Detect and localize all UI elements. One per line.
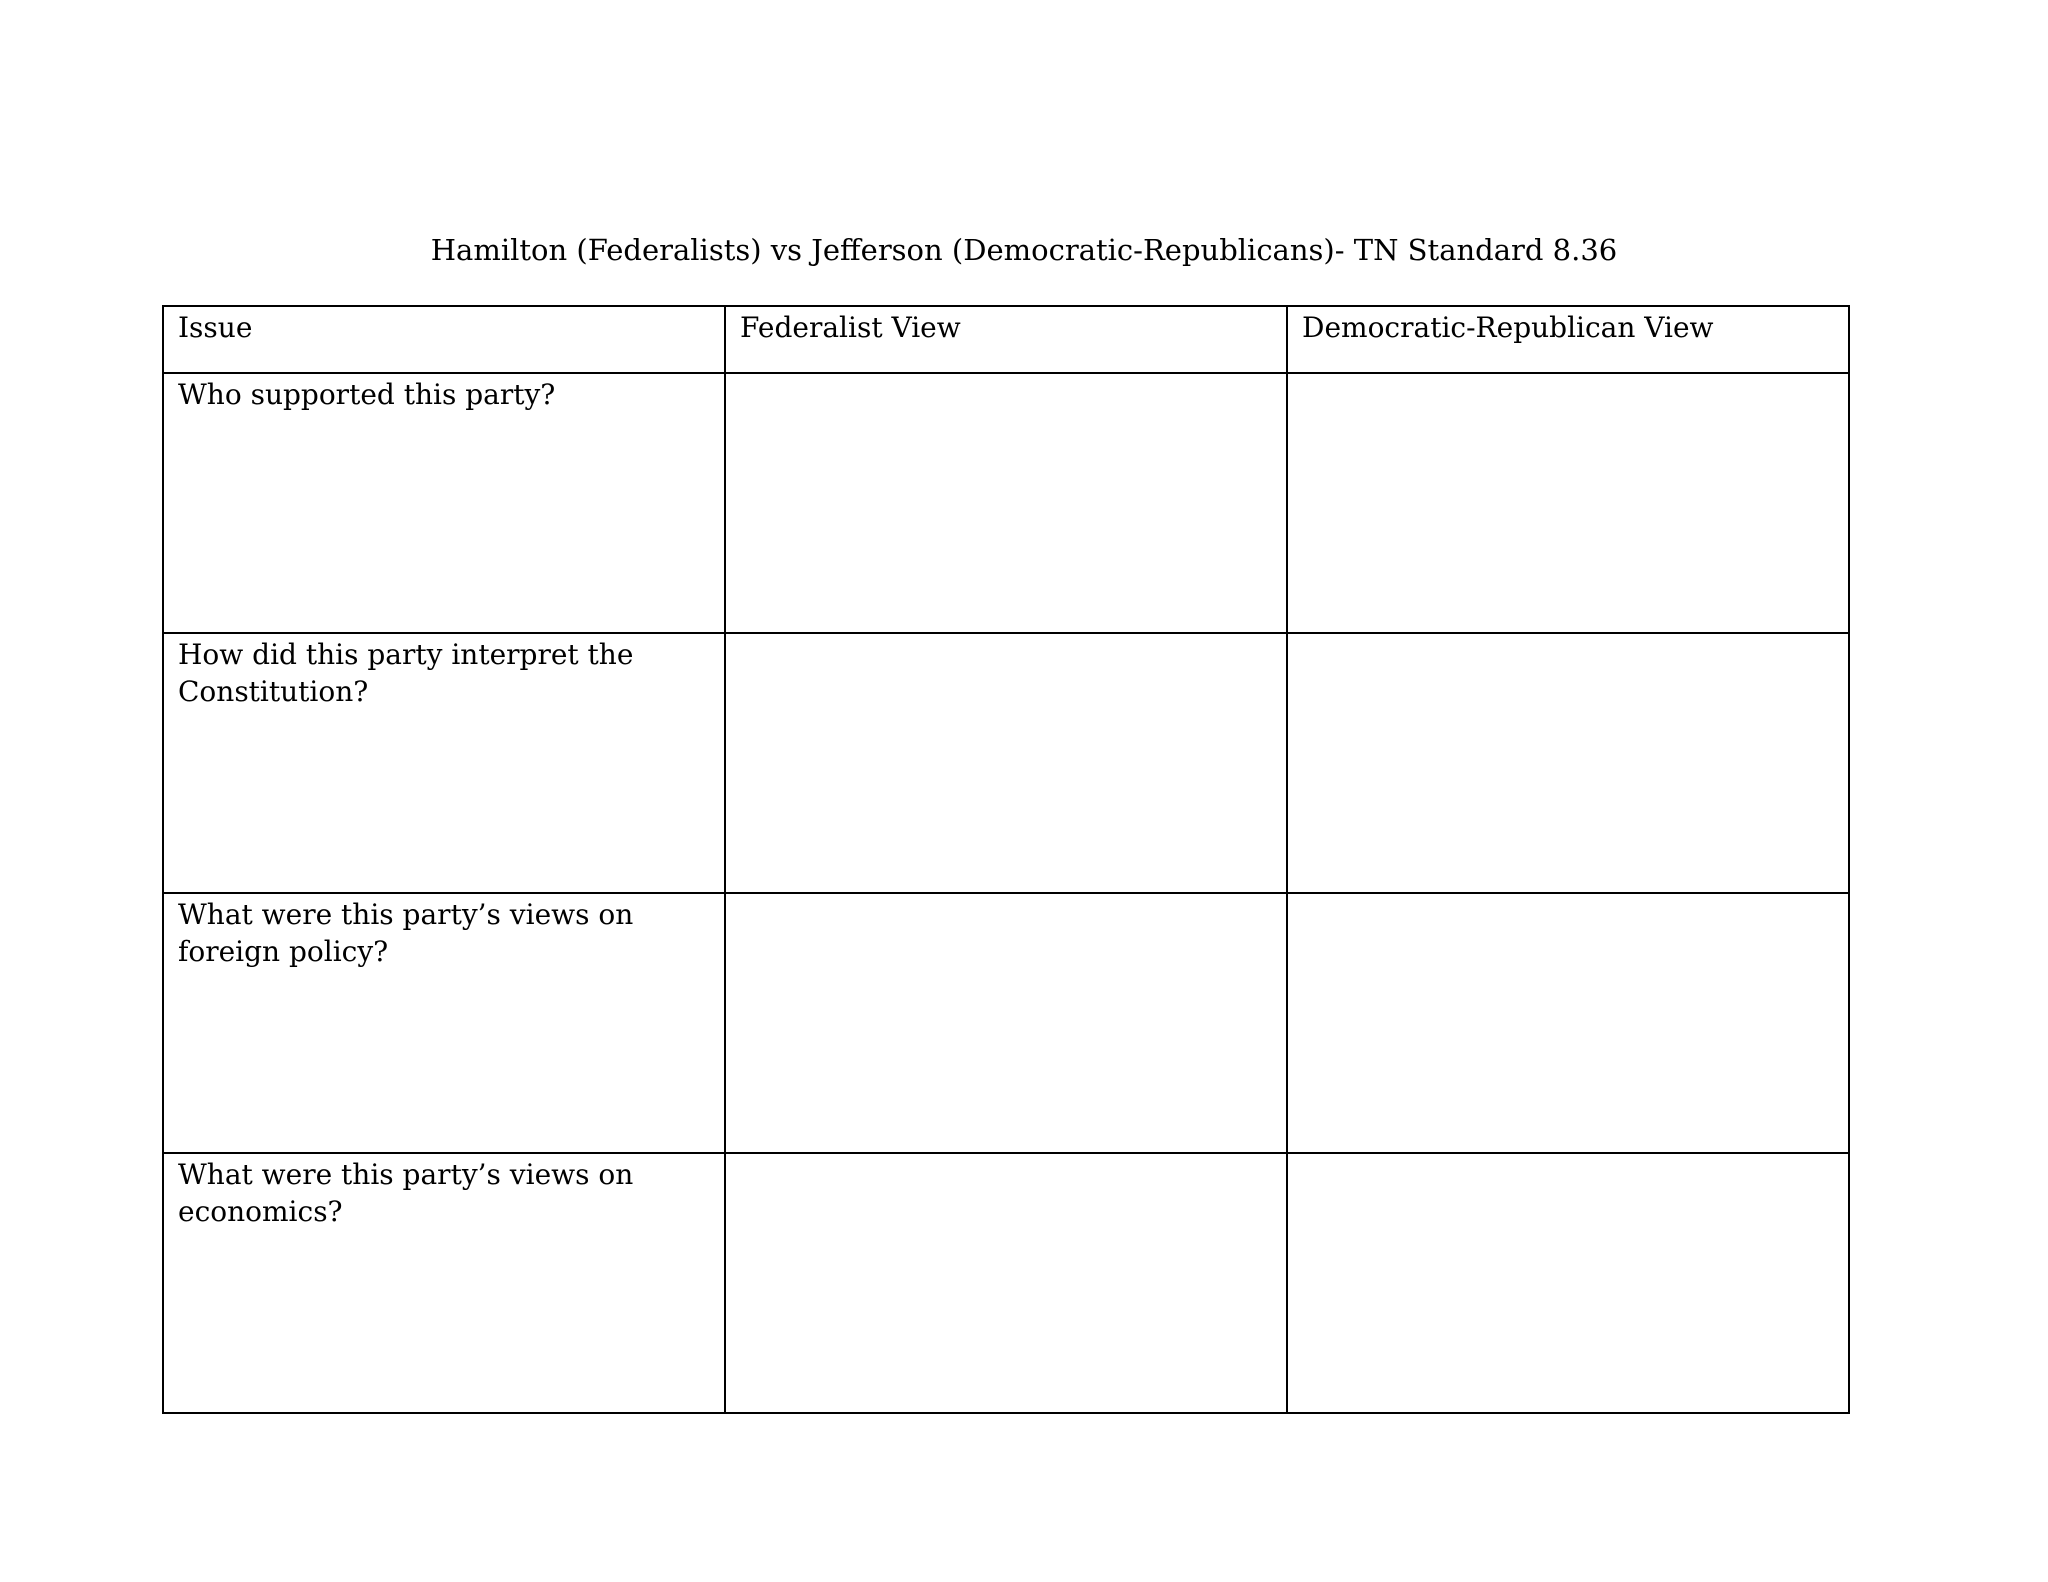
democratic-republican-answer-cell[interactable]	[1287, 633, 1849, 893]
democratic-republican-answer-cell[interactable]	[1287, 373, 1849, 633]
page-title: Hamilton (Federalists) vs Jefferson (Democratic-Republicans)- TN Standard 8.36	[430, 233, 1618, 267]
table-row	[163, 633, 1849, 893]
issue-cell: What were this party’s views on foreign policy?	[163, 893, 725, 1153]
federalist-answer-cell[interactable]	[725, 1153, 1287, 1413]
federalist-answer-cell[interactable]	[725, 893, 1287, 1153]
democratic-republican-answer-cell[interactable]	[1287, 893, 1849, 1153]
table-row	[163, 373, 1849, 633]
issue-cell: What were this party’s views on economics?	[163, 1153, 725, 1413]
federalist-answer-cell[interactable]	[725, 633, 1287, 893]
issue-cell: How did this party interpret the Constitution?	[163, 633, 725, 893]
issue-cell: Who supported this party?	[163, 373, 725, 633]
table-row	[163, 1153, 1849, 1413]
federalist-answer-cell[interactable]	[725, 373, 1287, 633]
table-header-row	[163, 306, 1849, 373]
democratic-republican-answer-cell[interactable]	[1287, 1153, 1849, 1413]
header-issue: Issue	[163, 306, 725, 373]
header-democratic-republican-view: Democratic-Republican View	[1287, 306, 1849, 373]
comparison-table	[162, 305, 1850, 1414]
table-row	[163, 893, 1849, 1153]
header-federalist-view: Federalist View	[725, 306, 1287, 373]
